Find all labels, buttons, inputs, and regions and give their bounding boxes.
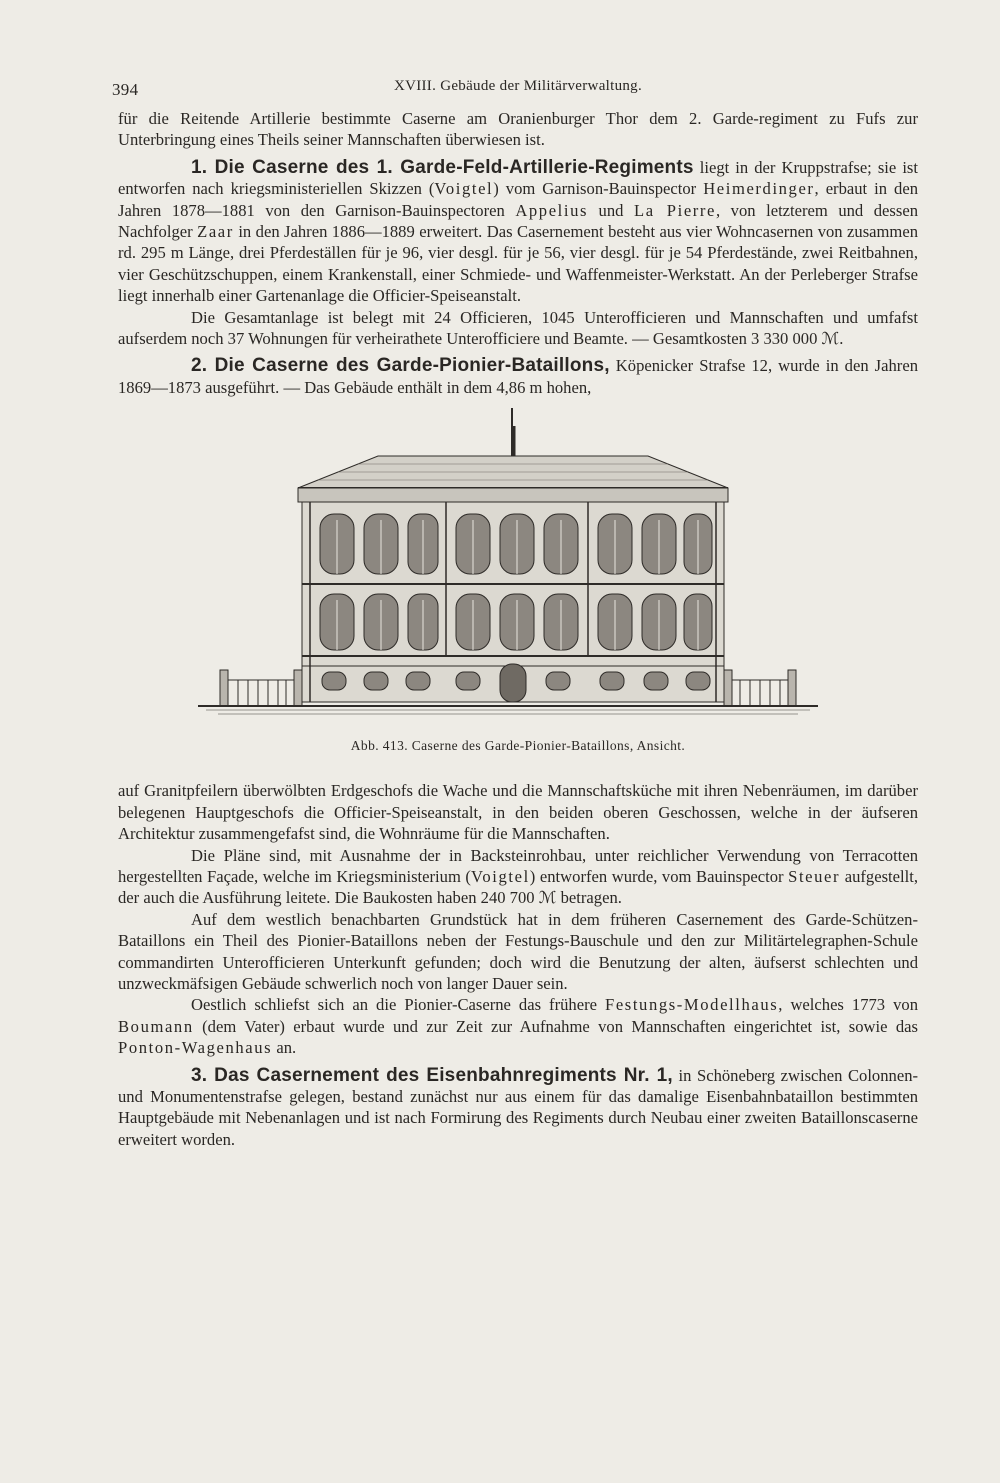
building-name: Festungs-Modellhaus bbox=[604, 995, 779, 1015]
page-header bbox=[112, 72, 918, 108]
person-name: Voigtel bbox=[434, 179, 494, 199]
section-2-paragraph-3: Auf dem westlich benachbarten Grundstück hat in dem früheren Casernement des Garde-Schützen-Bataillons ein Theil des Pionier-Bataillons neben der Festungs-Bauschule und den zur Militärtelegraphen-Schule commandirten Unterofficieren Unterkunft gefunden; doch wird die Benutzung der alten, äufserst schlechten und unzweckmäfsigen Gebäude schwerlich noch von langer Dauer sein. bbox=[118, 909, 918, 993]
person-name: Steuer bbox=[788, 866, 841, 886]
person-name: Appelius bbox=[515, 200, 589, 220]
section-3-paragraph: 3. Das Casernement des Eisenbahnregiments Nr. 1, in Schöneberg zwischen Colonnen- und Monumentenstrafse gelegen, bestand zunächst nur aus einem für das damalige Eisenbahnbataillon bestimmten Hauptgebäude mit Nebenanlagen und ist nach Formirung des Regiments durch Neubau einer zweiten Bataillonscaserne erweitert worden. bbox=[118, 1064, 919, 1149]
building-name: Ponton-Wagenhaus bbox=[118, 1038, 273, 1058]
section-2-title: 2. Die Caserne des Garde-Pionier-Bataillons, bbox=[191, 355, 610, 377]
person-name: Zaar bbox=[197, 222, 234, 242]
section-2-continued: auf Granitpfeilern überwölbten Erdgeschofs die Wache und die Mannschaftsküche mit ihren Nebenräumen, im darüber belegenen Hauptgeschofs die Officier-Speiseanstalt, in den beiden oberen Geschossen, welche in der äufseren Architektur zusammengefafst sind, die Wohnräume für die Mannschaften. bbox=[118, 781, 918, 844]
section-2-paragraph-4: Oestlich schliefst sich an die Pionier-Caserne das frühere Festungs-Modellhaus, welches 1773 von Boumann (dem Vater) erbaut wurde und zur Zeit zur Aufnahme von Mannschaften eingerichtet ist, sowie das Ponton-Wagenhaus an. bbox=[118, 995, 918, 1058]
intro-paragraph: für die Reitende Artillerie bestimmte Caserne am Oranienburger Thor dem 2. Garde-regiment zu Fufs zur Unterbringung eines Theils seiner Mannschaften überwiesen ist. bbox=[118, 109, 918, 150]
person-name: Voigtel bbox=[470, 866, 530, 886]
section-2-paragraph-2: Die Pläne sind, mit Ausnahme der in Backsteinrohbau, unter reichlicher Verwendung von Terracotten hergestellten Façade, welche im Kriegsministerium (Voigtel) entworfen wurde, vom Bauinspector Steuer aufgestellt, der auch die Ausführung leitete. Die Baukosten haben 240 700 ℳ betragen. bbox=[118, 845, 918, 908]
section-1-paragraph-2: Die Gesamtanlage ist belegt mit 24 Officieren, 1045 Unterofficieren und Mannschaften und umfafst aufserdem noch 37 Wohnungen für verheirathete Unterofficiere und Beamte. — Gesamtkosten 3 330 000 ℳ. bbox=[118, 307, 918, 349]
section-2-paragraph: 2. Die Caserne des Garde-Pionier-Bataillons, Köpenicker Strafse 12, wurde in den Jahren 1869—1873 ausgeführt. — Das Gebäude enthält in dem 4,86 m hohen, bbox=[118, 355, 918, 397]
person-name: Boumann bbox=[118, 1016, 194, 1036]
section-1-title: 1. Die Caserne des 1. Garde-Feld-Artillerie-Regiments bbox=[191, 156, 694, 178]
barracks-illustration bbox=[198, 408, 818, 736]
book-page bbox=[112, 72, 919, 1150]
figure-barracks-elevation bbox=[118, 404, 918, 780]
page-number: 394 bbox=[112, 80, 139, 99]
section-1-paragraph: 1. Die Caserne des 1. Garde-Feld-Artillerie-Regiments liegt in der Kruppstrafse; sie ist entworfen nach kriegsministeriellen Skizzen (Voigtel) vom Garnison-Bauinspector Heimerdinger, erbaut in den Jahren 1878—1881 von den Garnison-Bauinspectoren Appelius und La Pierre, von letzterem und dessen Nachfolger Zaar in den Jahren 1886—1889 erweitert. Das Casernement besteht aus vier Wohncasernen von zusammen rd. 295 m Länge, drei Pferdeställen für je 96, vier desgl. für je 56, vier desgl. für je 54 Pferdestände, zwei Reitbahnen, vier Geschützschuppen, einem Krankenstall, einer Schmiede- und Waffenmeister-Werkstatt. An der Perleberger Strafse liegt innerhalb einer Gartenanlage die Officier-Speiseanstalt. bbox=[118, 156, 919, 306]
section-3-title: 3. Das Casernement des Eisenbahnregiments Nr. 1, bbox=[191, 1064, 673, 1086]
running-title: XVIII. Gebäude der Militärverwaltung. bbox=[393, 78, 643, 94]
figure-caption: Abb. 413. Caserne des Garde-Pionier-Bataillons, Ansicht. bbox=[350, 738, 686, 754]
person-name: Heimerdinger bbox=[703, 179, 815, 199]
person-name: La Pierre bbox=[633, 200, 717, 220]
